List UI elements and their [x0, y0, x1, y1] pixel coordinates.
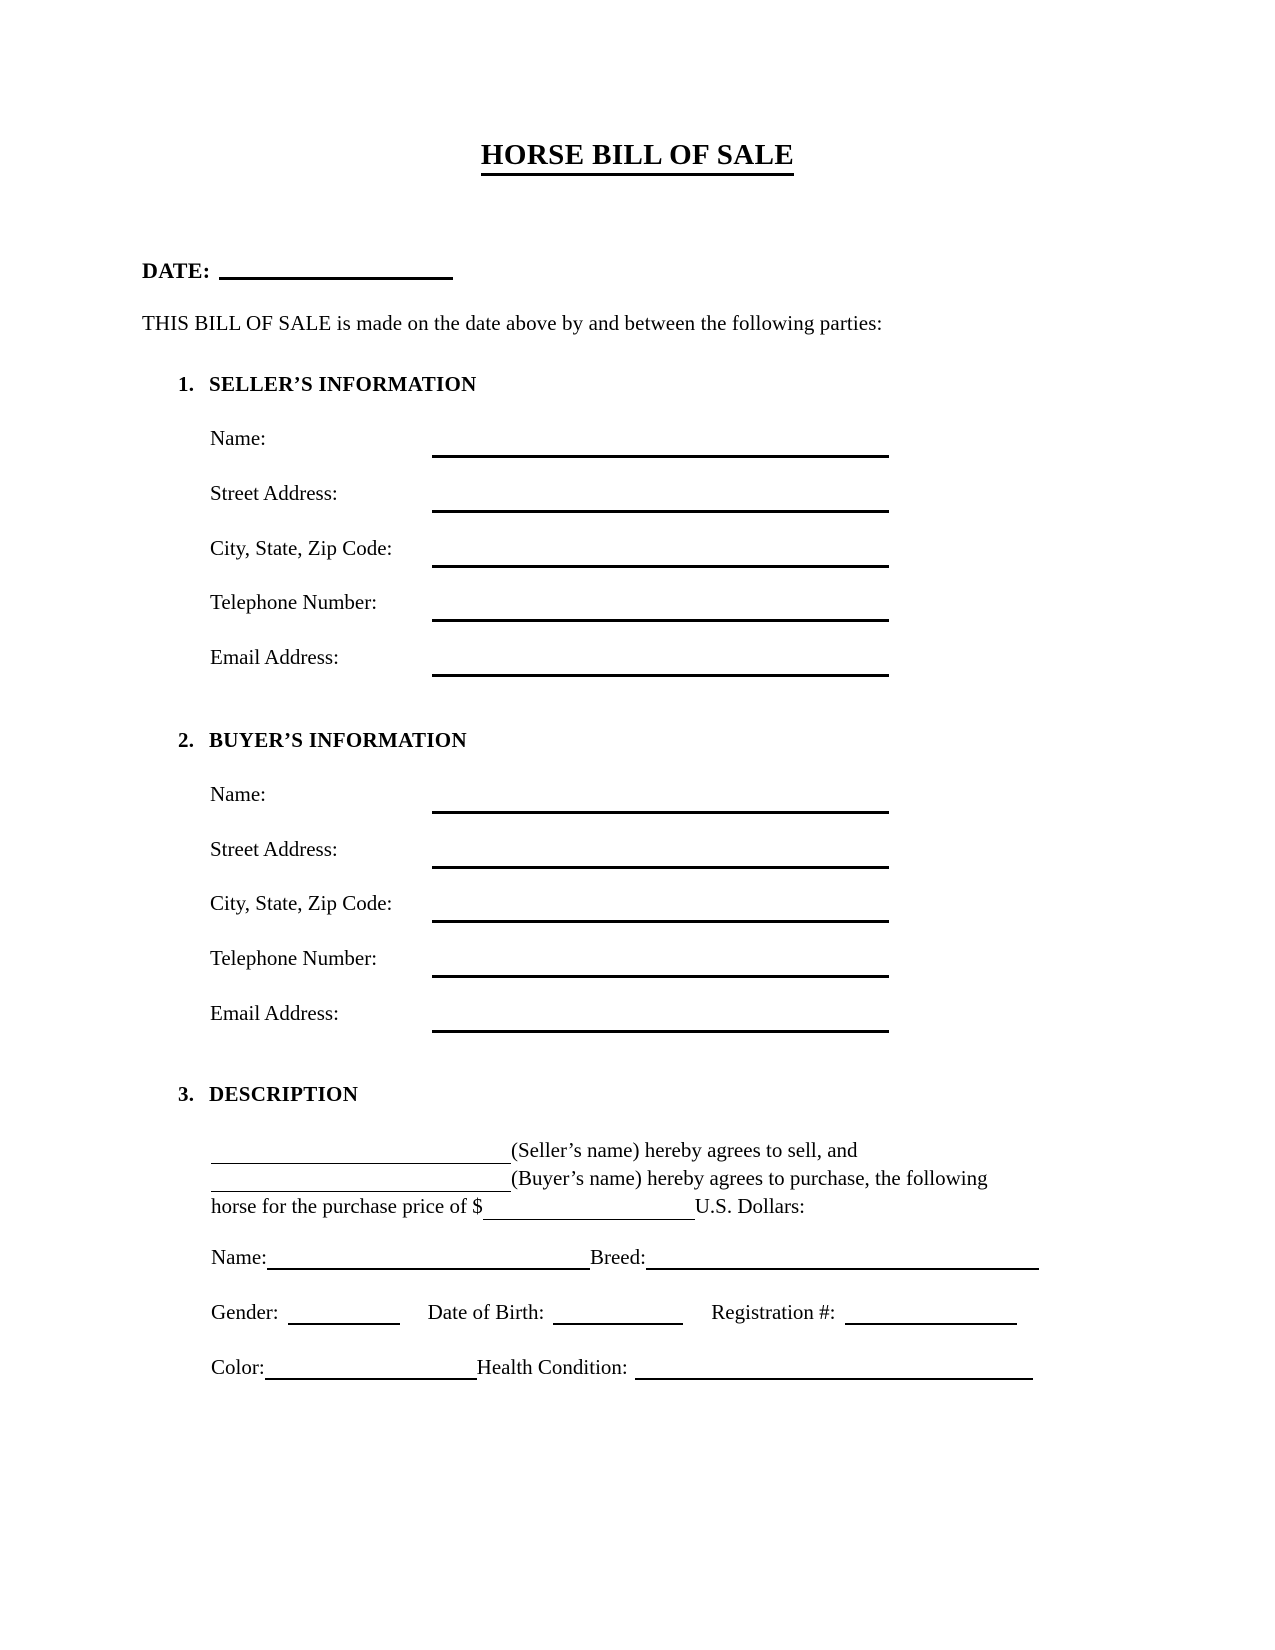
- horse-name-breed-row: [211, 1245, 1039, 1273]
- description-seller-line: [211, 1136, 1073, 1164]
- field-input-rule[interactable]: [432, 811, 889, 814]
- horse-dob-blank[interactable]: [553, 1304, 683, 1325]
- horse-registration-label: Registration #:: [711, 1300, 836, 1324]
- buyer-field-name: [210, 782, 900, 810]
- field-input-rule[interactable]: [432, 565, 889, 568]
- seller-field-telephone-number: [210, 590, 900, 618]
- horse-gender-dob-registration-row: [211, 1300, 1017, 1328]
- buyer-field-email-address: [210, 1001, 900, 1029]
- section-heading-sellers-information: [178, 372, 477, 397]
- horse-name-label: Name:: [211, 1245, 267, 1269]
- section-number: 1.: [178, 372, 195, 396]
- field-input-rule[interactable]: [432, 866, 889, 869]
- field-label: Telephone Number:: [210, 946, 378, 970]
- field-input-rule[interactable]: [432, 510, 889, 513]
- field-label: Email Address:: [210, 645, 339, 669]
- buyer-clause-text: (Buyer’s name) hereby agrees to purchase, the following: [511, 1166, 988, 1190]
- field-input-rule[interactable]: [432, 619, 889, 622]
- horse-health-blank[interactable]: [635, 1359, 1033, 1380]
- field-input-rule[interactable]: [432, 674, 889, 677]
- field-label: Telephone Number:: [210, 590, 378, 614]
- buyer-field-street-address: [210, 837, 900, 865]
- section-heading-description: [178, 1082, 358, 1107]
- buyer-name-blank[interactable]: [211, 1171, 511, 1192]
- horse-color-label: Color:: [211, 1355, 265, 1379]
- section-heading-buyers-information: [178, 728, 467, 753]
- section-title: DESCRIPTION: [209, 1082, 359, 1106]
- horse-breed-blank[interactable]: [646, 1249, 1039, 1270]
- seller-field-name: [210, 426, 900, 454]
- horse-dob-label: Date of Birth:: [427, 1300, 545, 1324]
- horse-registration-blank[interactable]: [845, 1304, 1017, 1325]
- purchase-price-blank[interactable]: [483, 1199, 695, 1220]
- seller-name-blank[interactable]: [211, 1143, 511, 1164]
- section-number: 3.: [178, 1082, 195, 1106]
- field-input-rule[interactable]: [432, 920, 889, 923]
- date-row: [142, 258, 453, 284]
- seller-field-street-address: [210, 481, 900, 509]
- field-label: Name:: [210, 426, 266, 450]
- field-label: City, State, Zip Code:: [210, 891, 393, 915]
- field-label: Street Address:: [210, 481, 338, 505]
- seller-field-city-state-zip: [210, 536, 900, 564]
- seller-field-email-address: [210, 645, 900, 673]
- buyer-field-city-state-zip: [210, 891, 900, 919]
- field-input-rule[interactable]: [432, 975, 889, 978]
- price-prefix-text: horse for the purchase price of $: [211, 1194, 483, 1218]
- date-input-rule[interactable]: [219, 277, 453, 280]
- field-label: Street Address:: [210, 837, 338, 861]
- section-title: SELLER’S INFORMATION: [209, 372, 477, 396]
- horse-health-label: Health Condition:: [476, 1355, 628, 1379]
- date-label: DATE:: [142, 258, 211, 283]
- field-label: City, State, Zip Code:: [210, 536, 393, 560]
- section-number: 2.: [178, 728, 195, 752]
- description-price-line: [211, 1192, 1073, 1220]
- page-title: HORSE BILL OF SALE: [481, 140, 794, 176]
- intro-paragraph: THIS BILL OF SALE is made on the date above by and between the following parties:: [142, 311, 883, 335]
- horse-gender-label: Gender:: [211, 1300, 279, 1324]
- description-paragraph: [211, 1136, 1073, 1220]
- buyer-field-telephone-number: [210, 946, 900, 974]
- horse-color-health-row: [211, 1355, 1033, 1383]
- seller-clause-text: (Seller’s name) hereby agrees to sell, and: [511, 1138, 858, 1162]
- description-buyer-line: [211, 1164, 1073, 1192]
- field-input-rule[interactable]: [432, 455, 889, 458]
- horse-gender-blank[interactable]: [288, 1304, 400, 1325]
- field-input-rule[interactable]: [432, 1030, 889, 1033]
- horse-color-blank[interactable]: [265, 1359, 477, 1380]
- section-title: BUYER’S INFORMATION: [209, 728, 467, 752]
- horse-breed-label: Breed:: [589, 1245, 646, 1269]
- field-label: Name:: [210, 782, 266, 806]
- price-suffix-text: U.S. Dollars:: [694, 1194, 805, 1218]
- field-label: Email Address:: [210, 1001, 339, 1025]
- page-title-container: [0, 140, 1275, 176]
- horse-name-blank[interactable]: [267, 1249, 590, 1270]
